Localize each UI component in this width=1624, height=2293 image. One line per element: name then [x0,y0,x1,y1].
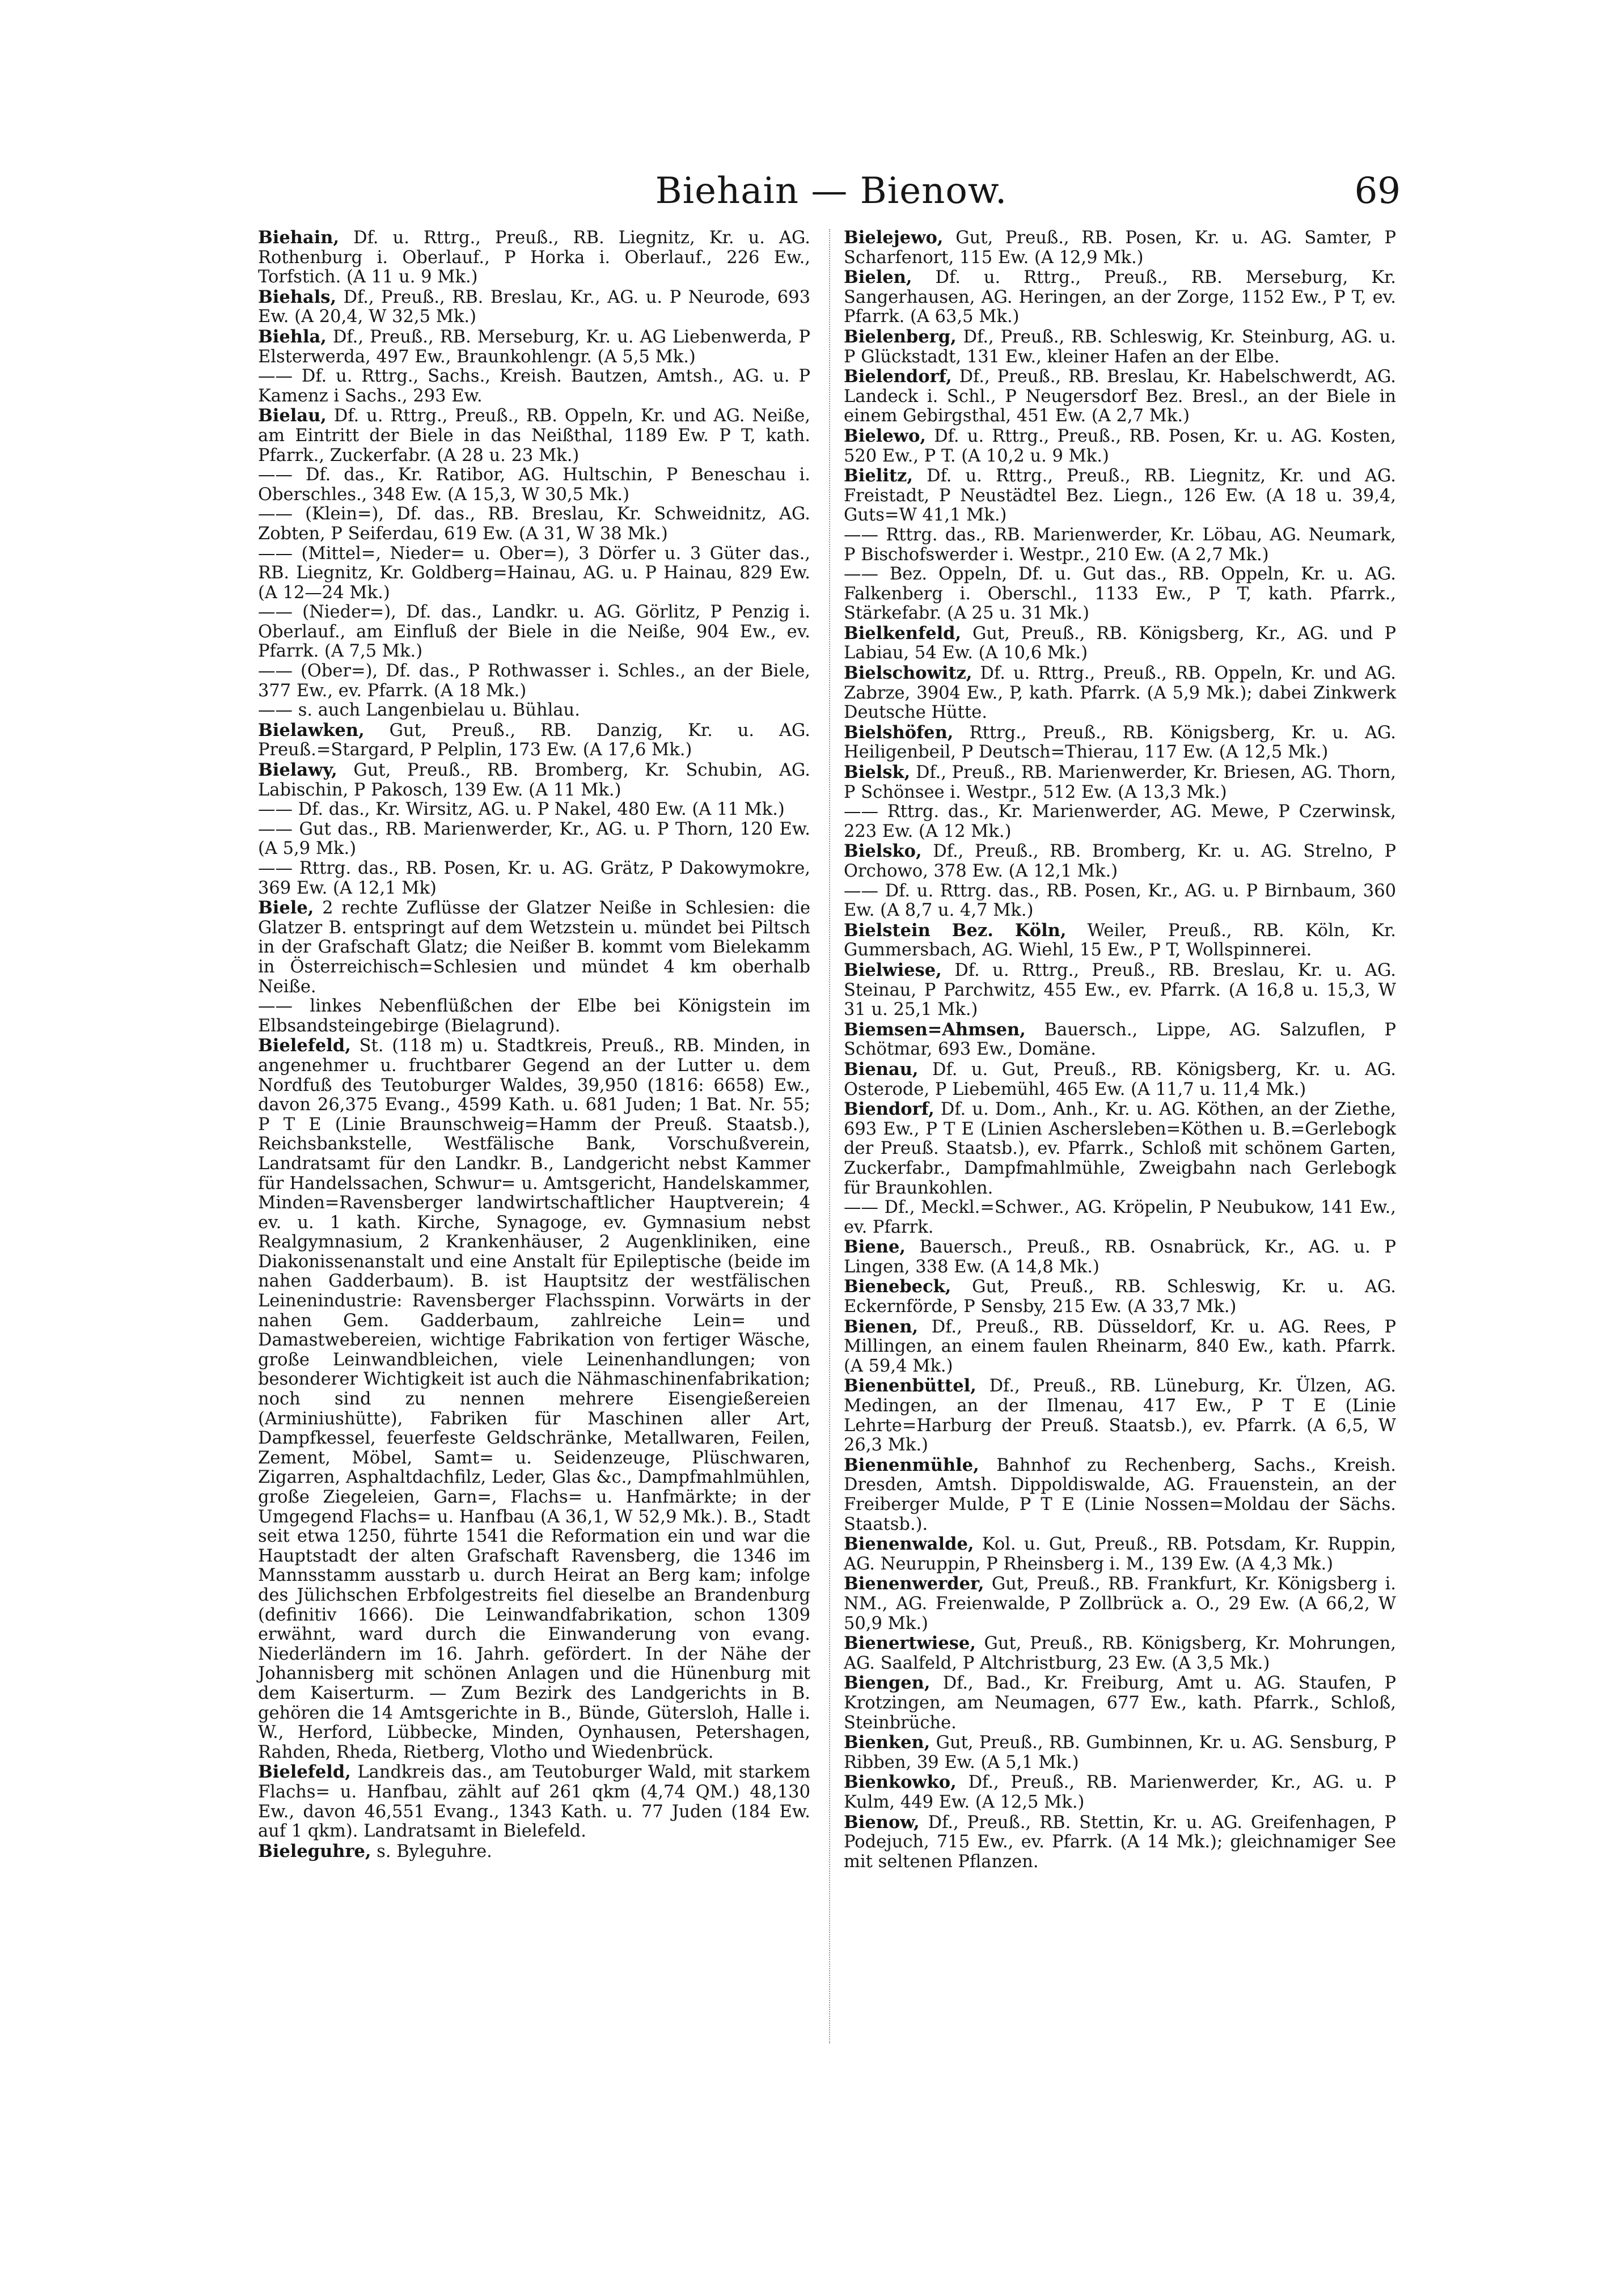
entry-headword: Bienau, [844,1059,919,1080]
entry-headword: Bienow, [844,1812,920,1833]
entry-headword: Bielen, [844,267,912,288]
entry-text: Gut, Preuß., RB. Königsberg, Kr. Mohrungen, AG. Saalfeld, P Altchristburg, 23 Ew. (A 3,5 Mk.) [844,1634,1396,1673]
entry-text: Gut, Preuß., RB. Bromberg, Kr. Schubin, AG. Labischin, P Pakosch, 139 Ew. (A 11 Mk.) [258,760,810,800]
dictionary-entry [258,287,810,327]
dictionary-entry [844,1237,1396,1277]
entry-headword: Bielsko, [844,841,922,862]
entry-text: Df. u. Dom., Anh., Kr. u. AG. Köthen, an der Ziethe, 693 Ew., P T E (Linien Aschersleben=Köthen u. B.=Gerlebogk der Preuß. Staatsb.), ev. Pfarrk., Schloß mit schönem Garten, Zuckerfabr., Dampfmahlmühle, Zweigbahn nach Gerlebogk für Braunkohlen. [844,1099,1396,1198]
entry-headword: Bienkowko, [844,1772,957,1793]
entry-headword: Biemsen=Ahmsen, [844,1019,1026,1040]
entry-text: —— Rttrg. das., RB. Posen, Kr. u. AG. Grätz, P Dakowymokre, 369 Ew. (A 12,1 Mk) [258,858,810,898]
entry-headword: Bielau, [258,405,327,426]
entry-headword: Bielendorf, [844,366,952,387]
dictionary-entry [844,1198,1396,1237]
entry-text: Df. u. Rttrg., Preuß., RB. Liegnitz, Kr. u. AG. Rothenburg i. Oberlauf., P Horka i. Oberlauf., 226 Ew., Torfstich. (A 11 u. 9 Mk.) [258,228,810,287]
entry-text: Df., Preuß., RB. Bromberg, Kr. u. AG. Strelno, P Orchowo, 378 Ew. (A 12,1 Mk.) [844,841,1396,881]
entry-headword: Bielawy, [258,760,337,781]
entry-text: —— Gut das., RB. Marienwerder, Kr., AG. u. P Thorn, 120 Ew. (A 5,9 Mk.) [258,819,810,859]
page-header [262,164,1401,215]
dictionary-entry [844,268,1396,327]
entry-text: Df. u. Rttrg., Preuß., RB. Breslau, Kr. u. AG. Steinau, P Parchwitz, 455 Ew., ev. Pfarrk. (A 16,8 u. 15,3, W 31 u. 25,1 Mk.) [844,960,1396,1020]
entry-text: Df., Preuß., RB. Stettin, Kr. u. AG. Greifenhagen, P Podejuch, 715 Ew., ev. Pfarrk. (A 14 Mk.); gleichnamiger See mit seltenen Pflanzen. [844,1812,1396,1872]
entry-text: —— Bez. Oppeln, Df. u. Gut das., RB. Oppeln, Kr. u. AG. Falkenberg i. Oberschl., 1133 Ew., P T, kath. Pfarrk., Stärkefabr. (A 25 u. 31 Mk.) [844,564,1396,624]
dictionary-entry [844,1772,1396,1812]
entry-text: Df., Preuß., RB. Marienwerder, Kr., AG. u. P Kulm, 449 Ew. (A 12,5 Mk.) [844,1772,1396,1812]
entry-headword: Bielenberg, [844,326,957,347]
entry-headword: Bielefeld, [258,1762,351,1783]
left-column [258,228,810,1862]
entry-text: Df. u. Rttrg., Preuß., RB. Posen, Kr. u. AG. Kosten, 520 Ew., P T. (A 10,2 u. 9 Mk.) [844,426,1396,466]
entry-text: St. (118 m) u. Stadtkreis, Preuß., RB. Minden, in angenehmer u. fruchtbarer Gegend an der Lutter u. dem Nordfuß des Teutoburger Waldes, 39,950 (1816: 6658) Ew., davon 26,375 Evang., 4599 Kath. u. 681 Juden; 1 Bat. Nr. 55; P T E (Linie Braunschweig=Hamm der Preuß. Staatsb.), Reichsbankstelle, Westfälische Bank, Vorschußverein, Landratsamt für den Landkr. B., Landgericht nebst Kammer für Handelssachen, Schwur= u. Amtsgericht, Handelskammer, Minden=Ravensberger landwirtschaftlicher Hauptverein; 4 ev. u. 1 kath. Kirche, Synagoge, ev. Gymnasium nebst Realgymnasium, 2 Krankenhäuser, 2 Augenkliniken, eine Diakonissenanstalt und eine Anstalt für Epileptische (beide im nahen Gadderbaum). B. ist Hauptsitz der westfälischen Leinenindustrie: Ravensberger Flachsspinn. Vorwärts in der nahen Gem. Gadderbaum, zahlreiche Lein= und Damastwebereien, wichtige Fabrikation von fertiger Wäsche, große Leinwandbleichen, viele Leinenhandlungen; von besonderer Wichtigkeit ist auch die Nähmaschinenfabrikation; noch sind zu nennen mehrere Eisengießereien (Arminiushütte), Fabriken für Maschinen aller Art, Dampfkessel, feuerfeste Geldschränke, Metallwaren, Feilen, Zement, Möbel, Samt= u. Seidenzeuge, Plüschwaren, Zigarren, Asphaltdachfilz, Leder, Glas &c., Dampfmahlmühlen, große Ziegeleien, Garn=, Flachs= u. Hanfmärkte; in der Umgegend Flachs= u. Hanfbau (A 36,1, W 52,9 Mk.). B., Stadt seit etwa 1250, führte 1541 die Reformation ein und war die Hauptstadt der alten Grafschaft Ravensberg, die 1346 im Mannsstamm ausstarb u. durch Heirat an Berg kam; infolge des Jülichschen Erbfolgestreits fiel dieselbe an Brandenburg (definitiv 1666). Die Leinwandfabrikation, schon 1309 erwähnt, ward durch die Einwanderung von evang. Niederländern im 16. Jahrh. gefördert. In der Nähe der Johannisberg mit schönen Anlagen und die Hünenburg mit dem Kaiserturm. — Zum Bezirk des Landgerichts in B. gehören die 14 Amtsgerichte in B., Bünde, Gütersloh, Halle i. W., Herford, Lübbecke, Minden, Oynhausen, Petershagen, Rahden, Rheda, Rietberg, Vlotho und Wiedenbrück. [258,1036,810,1762]
dictionary-entry [844,723,1396,763]
dictionary-entry [844,1634,1396,1673]
dictionary-entry [844,1020,1396,1060]
entry-headword: Biehla, [258,326,327,347]
entry-headword: Bienertwiese, [844,1633,976,1654]
dictionary-entry [844,1376,1396,1455]
entry-text: Df. u. Rttrg., Preuß., RB. Oppeln, Kr. und AG. Zabrze, 3904 Ew., P, kath. Pfarrk. (A 5,9 Mk.); dabei Zinkwerk Deutsche Hütte. [844,663,1396,723]
dictionary-entry [258,1762,810,1841]
dictionary-entry [258,466,810,505]
entry-headword: Biehain, [258,227,340,248]
entry-text: Gut, Preuß., RB. Posen, Kr. u. AG. Samter, P Scharfenort, 115 Ew. (A 12,9 Mk.) [844,228,1396,268]
entry-text: Df. u. Rttrg., Preuß., RB. Merseburg, Kr. Sangerhausen, AG. Heringen, an der Zorge, 1152 Ew., P T, ev. Pfarrk. (A 63,5 Mk.) [844,268,1396,327]
entry-text: Df., Preuß., RB. Merseburg, Kr. u. AG Liebenwerda, P Elsterwerda, 497 Ew., Braunkohlengr. (A 5,5 Mk.) [258,327,810,367]
dictionary-entry [844,961,1396,1020]
entry-text: —— Df. das., Kr. Ratibor, AG. Hultschin, P Beneschau i. Oberschles., 348 Ew. (A 15,3, W 30,5 Mk.) [258,465,810,505]
entry-text: Gut, Preuß., RB. Frankfurt, Kr. Königsberg i. NM., AG. Freienwalde, P Zollbrück a. O., 29 Ew. (A 66,2, W 50,9 Mk.) [844,1574,1396,1634]
entry-headword: Bielshöfen, [844,722,954,743]
entry-text: —— Rttrg. das., RB. Marienwerder, Kr. Löbau, AG. Neumark, P Bischofswerder i. Westpr., 210 Ew. (A 2,7 Mk.) [844,524,1396,565]
dictionary-entry [844,1099,1396,1198]
entry-text: —— (Klein=), Df. das., RB. Breslau, Kr. Schweidnitz, AG. Zobten, P Seiferdau, 619 Ew. (A 31, W 38 Mk.) [258,504,810,544]
entry-text: —— Df. u. Rttrg. das., RB. Posen, Kr., AG. u. P Birnbaum, 360 Ew. (A 8,7 u. 4,7 Mk.) [844,881,1396,921]
entry-headword: Bienen, [844,1316,919,1337]
dictionary-entry [844,526,1396,565]
entry-headword: Bielawken, [258,720,365,741]
entry-headword: Biene, [844,1237,906,1258]
dictionary-entry [844,802,1396,841]
dictionary-entry [258,820,810,859]
entry-headword: Bielitz, [844,466,913,486]
dictionary-entry [844,1317,1396,1377]
entry-headword: Biele, [258,898,314,919]
entry-text: Df., Preuß., RB. Breslau, Kr., AG. u. P Neurode, 693 Ew. (A 20,4, W 32,5 Mk.) [258,287,810,327]
entry-text: Gut, Preuß., RB. Danzig, Kr. u. AG. Preuß.=Stargard, P Pelplin, 173 Ew. (A 17,6 Mk.) [258,720,810,760]
entry-text: —— Df. das., Kr. Wirsitz, AG. u. P Nakel, 480 Ew. (A 11 Mk.) [258,799,785,820]
dictionary-entry [258,800,810,820]
entry-headword: Bielkenfeld, [844,623,962,644]
entry-headword: Bienken, [844,1732,931,1753]
entry-headword: Biehals, [258,286,337,307]
entry-text: —— linkes Nebenflüßchen der Elbe bei Königstein im Elbsandsteingebirge (Bielagrund). [258,996,810,1036]
dictionary-entry [844,1673,1396,1733]
entry-text: —— (Ober=), Df. das., P Rothwasser i. Schles., an der Biele, 377 Ew., ev. Pfarrk. (A 18 Mk.) [258,661,810,701]
dictionary-entry [258,721,810,760]
dictionary-entry [844,763,1396,802]
entry-text: Landkreis das., am Teutoburger Wald, mit starkem Flachs= u. Hanfbau, zählt auf 261 qkm (4,74 QM.) 48,130 Ew., davon 46,551 Evang., 1343 Kath. u. 77 Juden (184 Ew. auf 1 qkm). Landratsamt in Bielefeld. [258,1762,810,1842]
dictionary-entry [844,228,1396,268]
dictionary-entry [258,406,810,466]
entry-text: —— (Nieder=), Df. das., Landkr. u. AG. Görlitz, P Penzig i. Oberlauf., am Einfluß der Biele in die Neiße, 904 Ew., ev. Pfarrk. (A 7,5 Mk.) [258,602,810,662]
dictionary-entry [258,662,810,701]
right-column [844,228,1396,1872]
entry-headword: Bielejewo, [844,227,944,248]
dictionary-entry [844,1733,1396,1772]
entry-headword: Bienenwalde, [844,1534,974,1555]
entry-headword: Biendorf, [844,1099,934,1120]
entry-text: Df. u. Rttrg., Preuß., RB. Oppeln, Kr. und AG. Neiße, am Eintritt der Biele in das Neißthal, 1189 Ew. P T, kath. Pfarrk., Zuckerfabr. (A 28 u. 23 Mk.) [258,406,810,466]
entry-text: Bahnhof zu Rechenberg, Sachs., Kreish. Dresden, Amtsh. Dippoldiswalde, AG. Frauenstein, an der Freiberger Mulde, P T E (Linie Nossen=Moldau der Sächs. Staatsb.). [844,1455,1396,1534]
dictionary-entry [258,603,810,662]
entry-headword: Bienebeck, [844,1276,951,1297]
entry-text: Df., Preuß., RB. Schleswig, Kr. Steinburg, AG. u. P Glückstadt, 131 Ew., kleiner Hafen an der Elbe. [844,327,1396,367]
entry-headword: Bienenmühle, [844,1454,979,1475]
entry-headword: Bieleguhre, [258,1841,371,1862]
entry-text: s. Byleguhre. [371,1841,492,1862]
dictionary-entry [844,1277,1396,1317]
entry-text: —— Df., Meckl.=Schwer., AG. Kröpelin, P Neubukow, 141 Ew., ev. Pfarrk. [844,1198,1396,1237]
dictionary-entry [844,1060,1396,1099]
dictionary-entry [844,624,1396,663]
entry-text: —— Df. u. Rttrg., Sachs., Kreish. Bautzen, Amtsh., AG. u. P Kamenz i Sachs., 293 Ew. [258,366,810,406]
entry-text: Weiler, Preuß., RB. Köln, Kr. Gummersbach, AG. Wiehl, 15 Ew., P T, Wollspinnerei. [844,920,1396,961]
entry-text: Gut, Preuß., RB. Schleswig, Kr. u. AG. Eckernförde, P Sensby, 215 Ew. (A 33,7 Mk.) [844,1277,1396,1317]
dictionary-entry [258,505,810,544]
dictionary-entry [258,327,810,367]
entry-headword: Bielschowitz, [844,663,972,684]
entry-text: Df., Preuß., RB. Düsseldorf, Kr. u. AG. Rees, P Millingen, an einem faulen Rheinarm, 840 Ew., kath. Pfarrk. (A 59,4 Mk.) [844,1317,1396,1376]
dictionary-entry [258,367,810,406]
entry-text: Df., Preuß., RB. Breslau, Kr. Habelschwerdt, AG. Landeck i. Schl., P Neugersdorf Bez. Bresl., an der Biele in einem Gebirgsthal, 451 Ew. (A 2,7 Mk.) [844,367,1396,426]
dictionary-entry [258,760,810,800]
dictionary-entry [844,426,1396,466]
dictionary-entry [258,1036,810,1762]
entry-text: Gut, Preuß., RB. Gumbinnen, Kr. u. AG. Sensburg, P Ribben, 39 Ew. (A 5,1 Mk.) [844,1733,1396,1772]
dictionary-entry [258,228,810,287]
entry-text: Df., Preuß., RB. Marienwerder, Kr. Briesen, AG. Thorn, P Schönsee i. Westpr., 512 Ew. (A 13,3 Mk.) [844,763,1397,802]
dictionary-entry [258,859,810,898]
entry-text: Df., Preuß., RB. Lüneburg, Kr. Ülzen, AG. Medingen, an der Ilmenau, 417 Ew., P T E (Linie Lehrte=Harburg der Preuß. Staatsb.), ev. Pfarrk. (A 6,5, W 26,3 Mk.) [844,1376,1396,1456]
dictionary-entry [844,367,1396,426]
entry-text: Kol. u. Gut, Preuß., RB. Potsdam, Kr. Ruppin, AG. Neuruppin, P Rheinsberg i. M., 139 Ew. (A 4,3 Mk.) [844,1534,1396,1574]
dictionary-entry [844,565,1396,624]
running-title: Biehain — Bienow. [655,170,1008,212]
entry-headword: Bielwiese, [844,959,942,980]
dictionary-entry [844,1813,1396,1872]
entry-headword: Bienenbüttel, [844,1376,976,1397]
entry-text: Df., Bad., Kr. Freiburg, Amt u. AG. Staufen, P Krotzingen, am Neumagen, 677 Ew., kath. Pfarrk., Schloß, Steinbrüche. [844,1673,1396,1733]
dictionary-entry [844,663,1396,723]
dictionary-entry [844,327,1396,367]
entry-headword: Bielewo, [844,425,926,446]
entry-text: Bauersch., Lippe, AG. Salzuflen, P Schötmar, 693 Ew., Domäne. [844,1019,1396,1060]
entry-headword: Bienenwerder, [844,1573,984,1594]
entry-text: Bauersch., Preuß., RB. Osnabrück, Kr., AG. u. P Lingen, 338 Ew. (A 14,8 Mk.) [844,1237,1396,1277]
entry-headword: Bielsk, [844,762,911,783]
dictionary-entry [258,701,810,721]
entry-text: Gut, Preuß., RB. Königsberg, Kr., AG. und P Labiau, 54 Ew. (A 10,6 Mk.) [844,623,1396,663]
entry-headword: Biengen, [844,1673,931,1694]
entry-headword: Bielefeld, [258,1035,351,1056]
dictionary-entry [844,466,1396,526]
dictionary-entry [258,898,810,997]
entry-text: —— (Mittel=, Nieder= u. Ober=), 3 Dörfer u. 3 Güter das., RB. Liegnitz, Kr. Goldberg=Hainau, AG. u. P Hainau, 829 Ew. (A 12—24 Mk.) [258,543,810,603]
entry-text: 2 rechte Zuflüsse der Glatzer Neiße in Schlesien: die Glatzer B. entspringt auf dem Wetzstein u. mündet bei Piltsch in der Grafschaft Glatz; die Neißer B. kommt vom Bielekamm in Österreichisch=Schlesien und mündet 4 km oberhalb Neiße. [258,898,810,997]
column-divider [829,229,830,2044]
dictionary-entry [258,1842,810,1862]
entry-text: Df. u. Rttrg., Preuß., RB. Liegnitz, Kr. und AG. Freistadt, P Neustädtel Bez. Liegn., 126 Ew. (A 18 u. 39,4, Guts=W 41,1 Mk.) [844,466,1396,526]
dictionary-entry [844,1574,1396,1634]
entry-text: Rttrg., Preuß., RB. Königsberg, Kr. u. AG. Heiligenbeil, P Deutsch=Thierau, 117 Ew. (A 12,5 Mk.) [844,722,1396,763]
entry-text: —— s. auch Langenbielau u. Bühlau. [258,700,580,721]
entry-text: Df. u. Gut, Preuß., RB. Königsberg, Kr. u. AG. Osterode, P Liebemühl, 465 Ew. (A 11,7 u. 11,4 Mk.) [844,1059,1396,1099]
dictionary-entry [844,921,1396,961]
dictionary-entry [844,1534,1396,1574]
dictionary-entry [844,841,1396,881]
entry-text: —— Rttrg. das., Kr. Marienwerder, AG. Mewe, P Czerwinsk, 223 Ew. (A 12 Mk.) [844,802,1396,841]
entry-headword: Bielstein Bez. Köln, [844,920,1067,941]
dictionary-entry [258,997,810,1036]
dictionary-entry [844,882,1396,921]
dictionary-entry [258,544,810,603]
page-number: 69 [1354,170,1401,212]
dictionary-entry [844,1456,1396,1534]
